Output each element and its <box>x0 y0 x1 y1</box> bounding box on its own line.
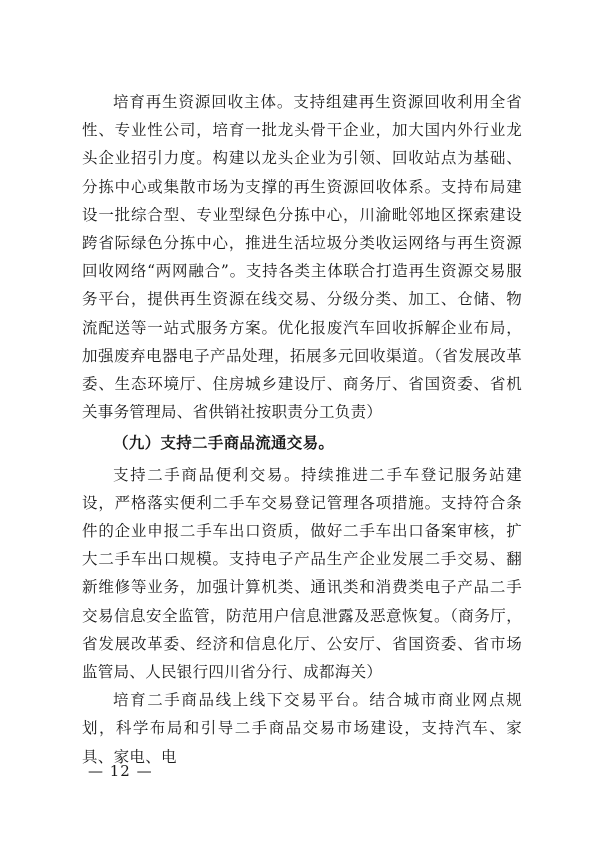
paragraph-recycling-entities: 培育再生资源回收主体。支持组建再生资源回收利用全省性、专业性公司，培育一批龙头骨干企业，加大国内外行业龙头企业招引力度。构建以龙头企业为引领、回收站点为基础、分拣中心或集散市场为支撑的再生资源回收体系。支持布局建设一批综合型、专业型绿色分拣中心，川渝毗邻地区探索建设跨省际绿色分拣中心，推进生活垃圾分类收运网络与再生资源回收网络“两网融合”。支持各类主体联合打造再生资源交易服务平台，提供再生资源在线交易、分级分类、加工、仓储、物流配送等一站式服务方案。优化报废汽车回收拆解企业布局，加强废弃电器电子产品处理，拓展多元回收渠道。（省发展改革委、生态环境厅、住房城乡建设厅、商务厅、省国资委、省机关事务管理局、省供销社按职责分工负责） <box>82 93 522 422</box>
section-heading-second-hand-trade: （九）支持二手商品流通交易。 <box>113 434 335 453</box>
paragraph-second-hand-convenience: 支持二手商品便利交易。持续推进二手车登记服务站建设，严格落实便利二手车交易登记管理各项措施。支持符合条件的企业申报二手车出口资质，做好二手车出口备案审核，扩大二手车出口规模。支持电子产品生产企业发展二手交易、翻新维修等业务，加强计算机类、通讯类和消费类电子产品二手交易信息安全监管，防范用户信息泄露及恶意恢复。（商务厅，省发展改革委、经济和信息化厅、公安厅、省国资委、省市场监管局、人民银行四川省分行、成都海关） <box>82 465 522 682</box>
page-number: — 12 — <box>88 762 153 780</box>
document-body <box>82 88 522 771</box>
paragraph-trading-platforms: 培育二手商品线上线下交易平台。结合城市商业网点规划，科学布局和引导二手商品交易市场建设，支持汽车、家具、家电、电 <box>82 691 522 766</box>
